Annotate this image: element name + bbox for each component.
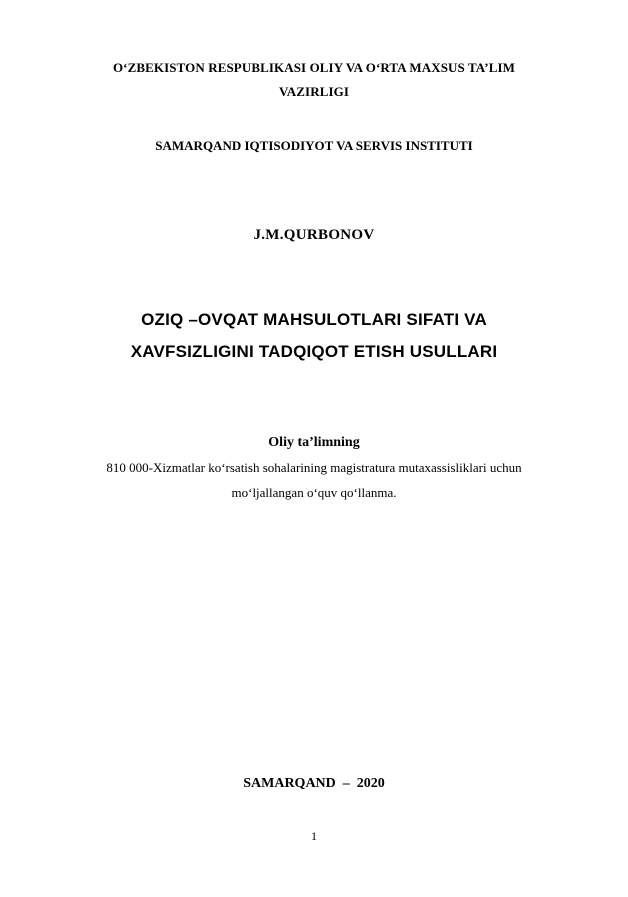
city-year: SAMARQAND – 2020 xyxy=(243,776,385,791)
page-number: 1 xyxy=(311,829,317,843)
description-line-2: mo‘ljallangan o‘quv qo‘llanma. xyxy=(231,485,397,500)
subtitle: Oliy ta’limning xyxy=(268,435,360,450)
author-name: J.M.QURBONOV xyxy=(253,227,375,243)
title-line-2: XAVFSIZLIGINI TADQIQOT ETISH USULLARI xyxy=(130,342,498,361)
ministry-line-1: O‘ZBEKISTON RESPUBLIKASI OLIY VA O‘RTA MAXSUS TA’LIM xyxy=(112,60,516,75)
title-line-1: OZIQ –OVQAT MAHSULOTLARI SIFATI VA xyxy=(141,310,487,329)
ministry-line-2: VAZIRLIGI xyxy=(278,84,350,99)
description-line-1: 810 000-Xizmatlar ko‘rsatish sohalarining magistratura mutaxassisliklari uchun xyxy=(106,460,522,475)
institute-name: SAMARQAND IQTISODIYOT VA SERVIS INSTITUTI xyxy=(155,138,473,153)
